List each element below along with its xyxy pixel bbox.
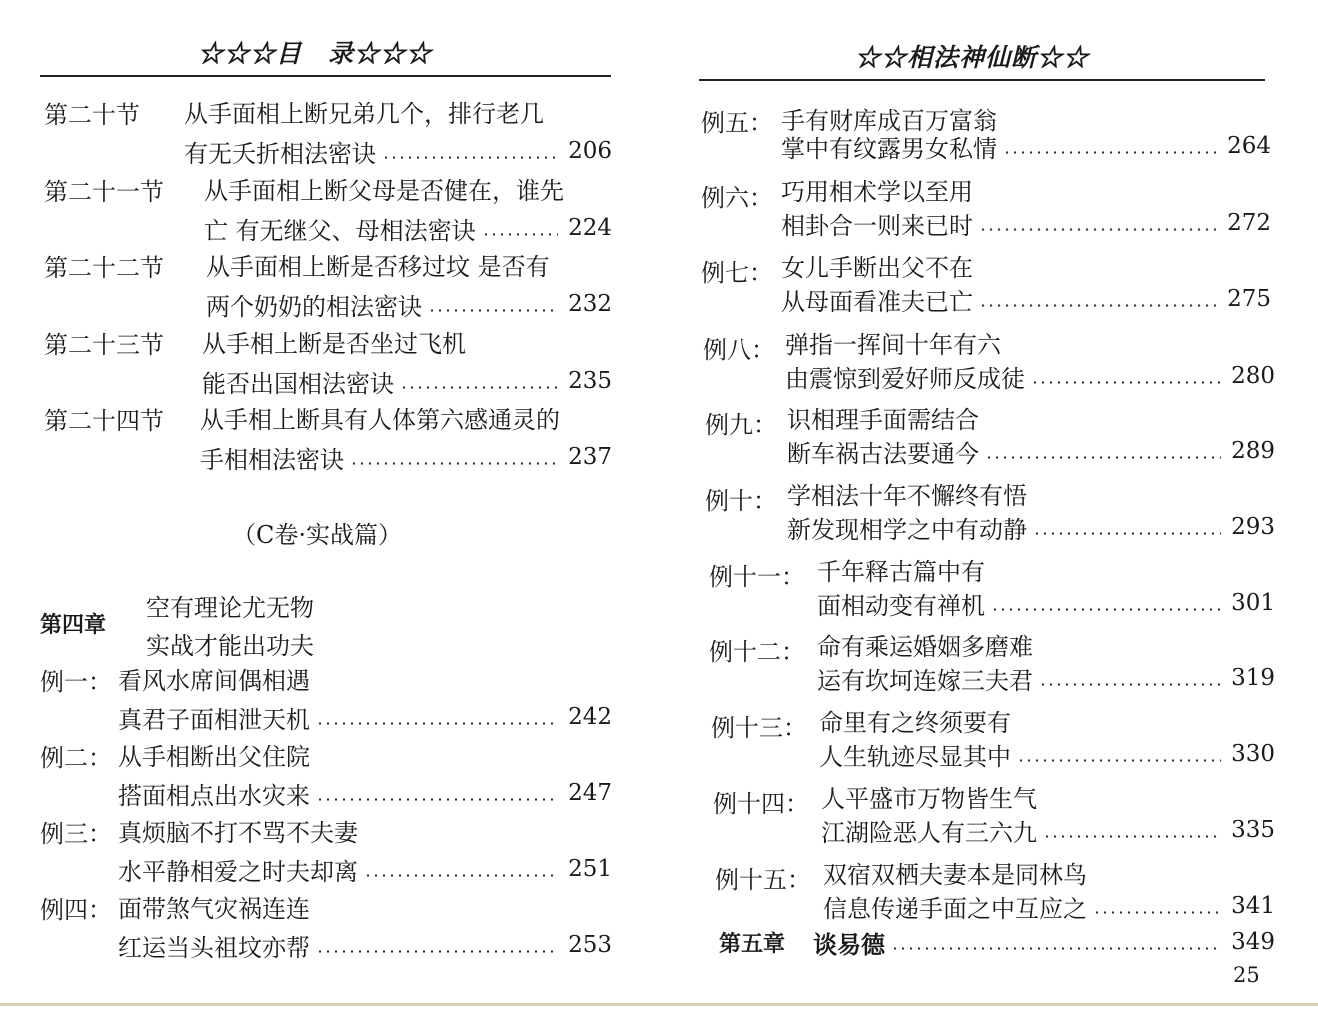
example-title-line2: 江湖险恶人有三六九 335	[821, 817, 1275, 847]
example-title-line2: 运有坎坷连嫁三夫君 319	[817, 665, 1275, 695]
section-title-line1: 从手面相上断兄弟几个，排行老几	[184, 99, 544, 128]
section-title-line2: 两个奶奶的相法密诀 232	[206, 291, 612, 321]
leader-dots	[364, 874, 558, 877]
section-title-line2: 亡 有无继父、母相法密诀 224	[204, 215, 612, 245]
page-number: 232	[568, 291, 612, 317]
leader-dots	[1093, 911, 1221, 914]
example-label: 例十二：	[709, 638, 805, 666]
scan-bottom-edge	[0, 1003, 1318, 1031]
leader-dots	[1043, 835, 1221, 838]
example-label: 例十：	[705, 487, 777, 515]
section-title-line1: 从手面相上断是否移过坟 是否有	[206, 252, 550, 281]
example-title-line2: 断车祸古法要通今 289	[787, 438, 1275, 468]
section-label: 第二十四节	[44, 407, 164, 435]
page-number: 242	[568, 704, 612, 730]
leader-dots	[382, 156, 558, 159]
example-label: 例八：	[703, 336, 775, 364]
example-label: 例七：	[701, 259, 773, 287]
leader-dots	[316, 950, 558, 953]
example-title-line1: 千年释古篇中有	[817, 557, 985, 586]
section-title-line2: 手相相法密诀 237	[200, 444, 612, 474]
page-number: 330	[1231, 741, 1275, 767]
example-title-line1: 学相法十年不懈终有悟	[787, 481, 1027, 510]
example-title-line1: 女儿手断出父不在	[781, 253, 973, 282]
example-label: 例十一：	[709, 563, 805, 591]
example-title-line2: 人生轨迹尽显其中 330	[819, 741, 1275, 771]
page-number: 341	[1231, 893, 1275, 919]
page-number: 349	[1231, 929, 1275, 955]
page-number: 335	[1231, 817, 1275, 843]
page-number: 280	[1231, 363, 1275, 389]
section-title-line2: 能否出国相法密诀 235	[202, 368, 612, 398]
leader-dots	[1031, 381, 1221, 384]
chapter-label: 第四章	[40, 612, 107, 638]
leader-dots	[1003, 151, 1217, 154]
chapter-title: 谈易德	[813, 929, 886, 959]
leader-dots	[482, 233, 558, 236]
example-title-line1: 双宿双栖夫妻本是同林鸟	[823, 860, 1087, 889]
example-label: 例十三：	[711, 714, 807, 742]
leader-dots	[316, 722, 558, 725]
left-header: ☆☆☆目 录☆☆☆	[198, 39, 433, 68]
volume-title: （C卷·实战篇）	[232, 521, 402, 549]
header-rule	[699, 79, 1265, 81]
leader-dots	[400, 386, 558, 389]
chapter-label: 第五章	[719, 930, 786, 957]
example-title-line2: 相卦合一则来已时 272	[781, 210, 1271, 240]
example-title-line2: 信息传递手面之中互应之 341	[823, 893, 1275, 923]
example-label: 例三：	[40, 820, 112, 848]
example-title-line2: 红运当头祖坟亦帮 253	[118, 932, 612, 962]
example-title-line1: 人平盛市万物皆生气	[821, 784, 1037, 813]
example-label: 例六：	[701, 184, 773, 212]
example-title-line2: 搭面相点出水灾来 247	[118, 780, 612, 810]
example-title-line1: 看风水席间偶相遇	[118, 666, 310, 695]
example-title-line2: 新发现相学之中有动静 293	[787, 514, 1275, 544]
example-title-line1: 弹指一挥间十年有六	[785, 330, 1001, 359]
example-title-line1: 命有乘运婚姻多磨难	[817, 632, 1033, 661]
page-number: 237	[568, 444, 612, 470]
page-number: 272	[1227, 210, 1271, 236]
example-title-line1: 从手相断出父住院	[118, 742, 310, 771]
example-label: 例十五：	[715, 866, 811, 894]
leader-dots	[1017, 759, 1221, 762]
header-rule	[40, 75, 611, 77]
example-title-line1: 巧用相术学以至用	[781, 177, 973, 206]
example-title-line1: 面带煞气灾祸连连	[118, 894, 310, 923]
section-title-line1: 从手面相上断父母是否健在，谁先	[204, 176, 564, 205]
page-number: 253	[568, 932, 612, 958]
section-title-line2: 有无夭折相法密诀 206	[184, 138, 612, 168]
page-number: 275	[1227, 286, 1271, 312]
example-label: 例二：	[40, 744, 112, 772]
page-number: 206	[568, 138, 612, 164]
section-label: 第二十节	[44, 101, 140, 129]
leader-dots	[979, 228, 1217, 231]
section-label: 第二十三节	[44, 331, 164, 359]
example-title-line2: 由震惊到爱好师反成徒 280	[785, 363, 1275, 393]
example-title-line1: 真烦脑不打不骂不夫妻	[118, 818, 358, 847]
folio-page-number: 25	[1233, 963, 1260, 987]
leader-dots	[1039, 683, 1221, 686]
example-title-line1: 识相理手面需结合	[787, 405, 979, 434]
right-page	[659, 0, 1318, 1003]
page-number: 293	[1231, 514, 1275, 540]
example-label: 例十四：	[713, 790, 809, 818]
leader-dots	[350, 462, 558, 465]
example-label: 例四：	[40, 896, 112, 924]
page-number: 251	[568, 856, 612, 882]
page-number: 235	[568, 368, 612, 394]
section-label: 第二十一节	[44, 178, 164, 206]
page-number: 224	[568, 215, 612, 241]
chapter-title-line2: 实战才能出功夫	[146, 631, 314, 660]
right-header: ☆☆相法神仙断☆☆	[855, 43, 1090, 72]
section-title-line1: 从手相上断是否坐过飞机	[202, 329, 466, 358]
section-label: 第二十二节	[44, 254, 164, 282]
example-title-line2: 水平静相爱之时夫却离 251	[118, 856, 612, 886]
example-label: 例九：	[705, 411, 777, 439]
example-title-line2: 从母面看准夫已亡 275	[781, 286, 1271, 316]
chapter5-entry	[719, 925, 1275, 959]
page-number: 247	[568, 780, 612, 806]
example-title-line2: 面相动变有禅机 301	[817, 590, 1275, 620]
section-title-line1: 从手相上断具有人体第六感通灵的	[200, 405, 560, 434]
leader-dots	[316, 798, 558, 801]
example-title-line1: 手有财库成百万富翁	[781, 106, 997, 135]
page-number: 319	[1231, 665, 1275, 691]
leader-dots	[1033, 532, 1221, 535]
example-title-line1: 命里有之终须要有	[819, 708, 1011, 737]
page-number: 289	[1231, 438, 1275, 464]
example-label: 例一：	[40, 668, 112, 696]
example-title-line2: 真君子面相泄天机 242	[118, 704, 612, 734]
leader-dots	[979, 304, 1217, 307]
page-number: 264	[1227, 133, 1271, 159]
leader-dots	[991, 608, 1221, 611]
page-number: 301	[1231, 590, 1275, 616]
leader-dots	[985, 456, 1221, 459]
left-page	[0, 0, 659, 1003]
leader-dots	[428, 309, 558, 312]
leader-dots	[891, 947, 1221, 950]
example-title-line2: 掌中有纹露男女私情 264	[781, 133, 1271, 163]
chapter-title-line1: 空有理论尤无物	[146, 593, 314, 622]
example-label: 例五：	[701, 109, 773, 137]
